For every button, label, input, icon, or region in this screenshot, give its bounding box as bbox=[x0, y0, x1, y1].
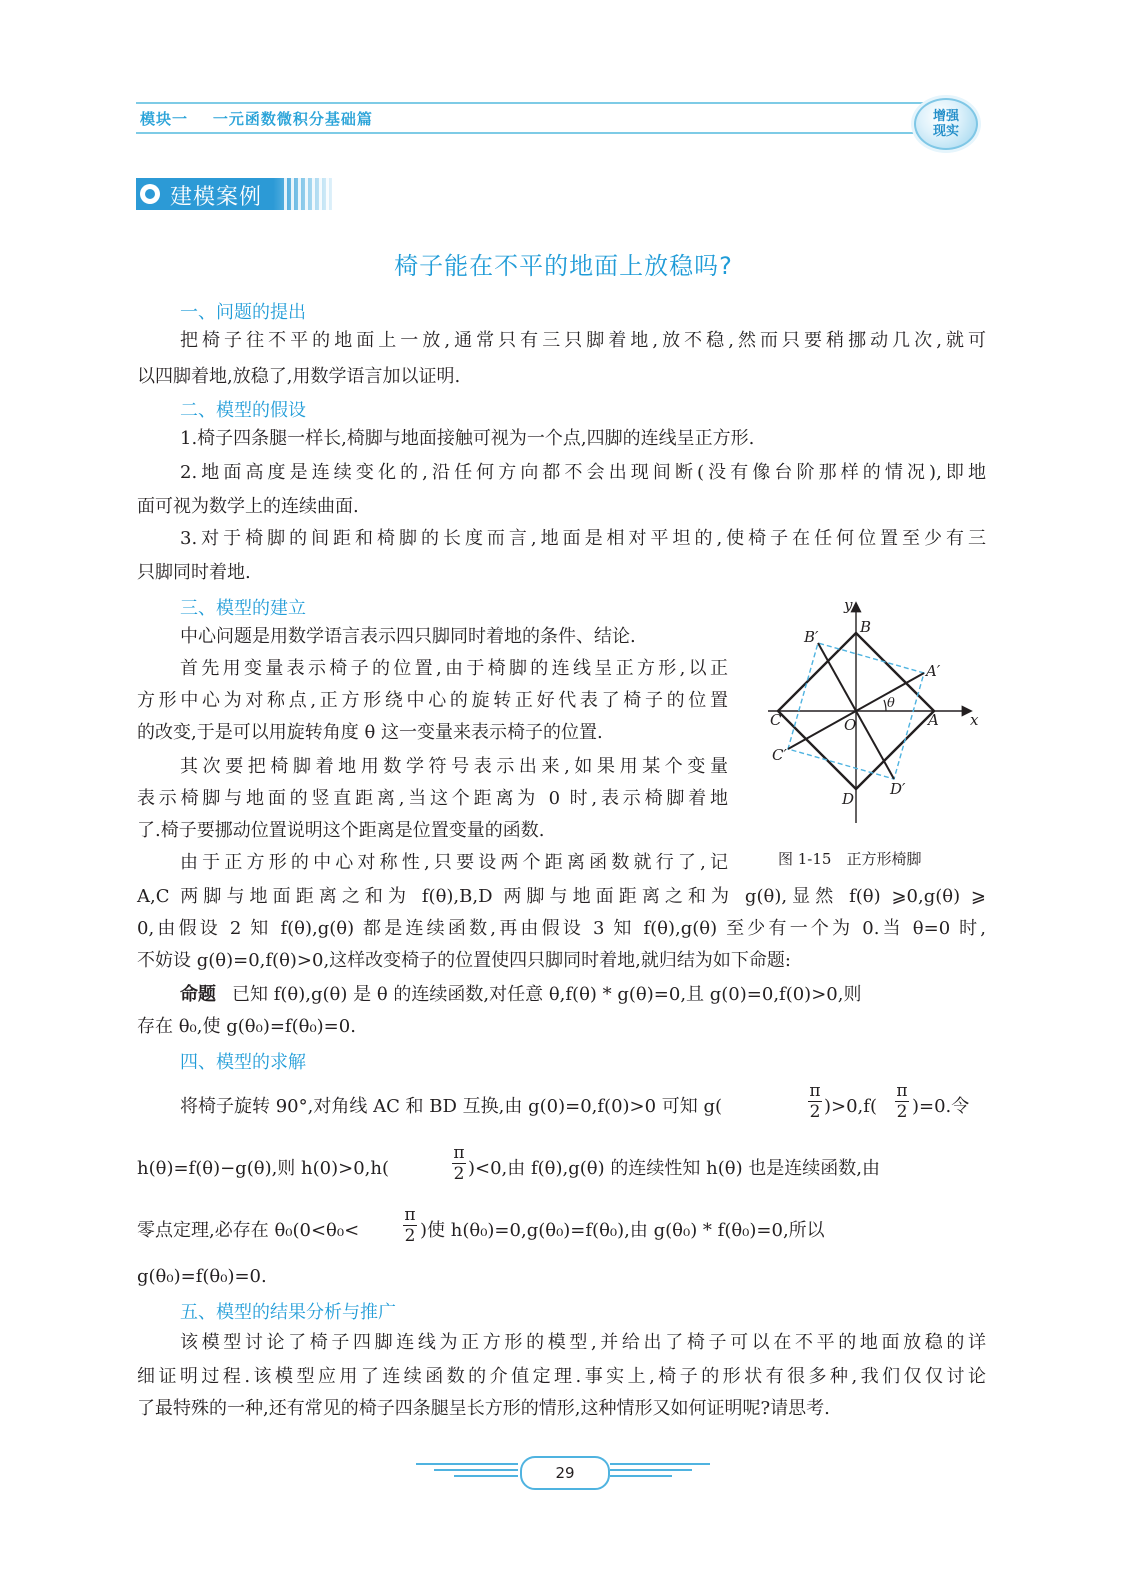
frac2-num: π bbox=[896, 1081, 908, 1101]
theta-arc bbox=[884, 700, 886, 711]
s4-line-1a: 将椅子旋转 90°,对角线 AC 和 BD 互换,由 g(0)=0,f(0)>0 可知 g( bbox=[180, 1096, 723, 1117]
s2-line-4: 3.对于椅脚的间距和椅脚的长度而言,地面是相对平坦的,使椅子在任何位置至少有三 bbox=[180, 528, 986, 549]
s4-line-3b: )使 h(θ₀)=0,g(θ₀)=f(θ₀),由 g(θ₀) * f(θ₀)=0,所以 bbox=[420, 1220, 825, 1241]
s1-line-1: 把椅子往不平的地面上一放,通常只有三只脚着地,放不稳,然而只要稍挪动几次,就可 bbox=[180, 330, 986, 351]
proposition-label: 命题 bbox=[180, 984, 216, 1005]
frac1-den: 2 bbox=[809, 1102, 821, 1122]
page-number: 29 bbox=[520, 1456, 610, 1490]
frac3-num: π bbox=[453, 1143, 465, 1163]
page-title: 椅子能在不平的地面上放稳吗? bbox=[394, 252, 733, 280]
label-Bprime: B′ bbox=[804, 628, 819, 646]
s3-line-5: 其次要把椅脚着地用数学符号表示出来,如果用某个变量 bbox=[180, 756, 728, 777]
s3-line-8: 由于正方形的中心对称性,只要设两个距离函数就行了,记 bbox=[180, 852, 728, 873]
s4-frac4 bbox=[403, 1205, 417, 1246]
badge-line-1: 增强 bbox=[932, 109, 959, 124]
frac2-den: 2 bbox=[896, 1102, 908, 1122]
s2-line-1: 1.椅子四条腿一样长,椅脚与地面接触可视为一个点,四脚的连线呈正方形. bbox=[180, 428, 755, 449]
s2-line-3: 面可视为数学上的连续曲面. bbox=[137, 496, 359, 517]
s2-line-5: 只脚同时着地. bbox=[137, 562, 251, 583]
s3-line-10: 0,由假设 2 知 f(θ),g(θ) 都是连续函数,再由假设 3 知 f(θ),g(θ) 至少有一个为 0.当 θ=0 时, bbox=[137, 918, 986, 939]
label-theta: θ bbox=[887, 696, 895, 711]
s4-line-1b: )>0,f( bbox=[824, 1096, 877, 1117]
section-bullet-icon bbox=[140, 184, 160, 204]
heading-s4: 四、模型的求解 bbox=[180, 1052, 306, 1073]
chapter-label: 一元函数微积分基础篇 bbox=[212, 110, 373, 128]
s4-line-2a: h(θ)=f(θ)−g(θ),则 h(0)>0,h( bbox=[137, 1158, 389, 1179]
frac4-den: 2 bbox=[404, 1226, 416, 1246]
label-y: y bbox=[844, 598, 853, 614]
heading-s1: 一、问题的提出 bbox=[180, 302, 306, 323]
s3-line-2: 首先用变量表示椅子的位置,由于椅脚的连线呈正方形,以正 bbox=[180, 658, 728, 679]
heading-s5: 五、模型的结果分析与推广 bbox=[180, 1302, 396, 1323]
header-rule-bottom bbox=[136, 132, 926, 134]
s3-line-9: A,C 两脚与地面距离之和为 f(θ),B,D 两脚与地面距离之和为 g(θ),显然 f(θ) ⩾0,g(θ) ⩾ bbox=[137, 886, 986, 907]
s4-frac2 bbox=[895, 1081, 909, 1122]
figure-square-chair-legs bbox=[760, 598, 990, 843]
augmented-reality-badge bbox=[914, 98, 978, 150]
heading-s3: 三、模型的建立 bbox=[180, 598, 306, 619]
label-D: D bbox=[842, 790, 855, 808]
s5-line-3: 了最特殊的一种,还有常见的椅子四条腿呈长方形的情形,这种情形又如何证明呢?请思考. bbox=[137, 1398, 830, 1419]
section-label: 建模案例 bbox=[170, 185, 263, 210]
s4-line-4: g(θ₀)=f(θ₀)=0. bbox=[137, 1266, 267, 1287]
running-header bbox=[140, 108, 373, 129]
s2-line-2: 2.地面高度是连续变化的,沿任何方向都不会出现间断(没有像台阶那样的情况),即地 bbox=[180, 462, 986, 483]
s4-frac3 bbox=[452, 1143, 466, 1184]
frac1-num: π bbox=[809, 1081, 821, 1101]
label-Aprime: A′ bbox=[926, 662, 941, 680]
s3-line-3: 方形中心为对称点,正方形绕中心的旋转正好代表了椅子的位置 bbox=[137, 690, 728, 711]
label-O: O bbox=[844, 716, 857, 734]
s3-line-7: 了.椅子要挪动位置说明这个距离是位置变量的函数. bbox=[137, 820, 545, 841]
label-Cprime: C′ bbox=[772, 746, 787, 764]
s5-line-1: 该模型讨论了椅子四脚连线为正方形的模型,并给出了椅子可以在不平的地面放稳的详 bbox=[180, 1332, 986, 1353]
module-label: 模块一 bbox=[140, 110, 189, 128]
label-x: x bbox=[970, 711, 979, 729]
proposition-line-1: 已知 f(θ),g(θ) 是 θ 的连续函数,对任意 θ,f(θ) * g(θ)=0,且 g(0)=0,f(0)>0,则 bbox=[232, 984, 862, 1005]
proposition-line-2: 存在 θ₀,使 g(θ₀)=f(θ₀)=0. bbox=[137, 1016, 356, 1037]
header-rule-top bbox=[136, 102, 926, 104]
figure-caption: 图 1-15 正方形椅脚 bbox=[778, 850, 922, 868]
badge-line-2: 现实 bbox=[932, 124, 959, 139]
s4-line-1c: )=0.令 bbox=[912, 1096, 970, 1117]
frac3-den: 2 bbox=[453, 1164, 465, 1184]
s3-line-6: 表示椅脚与地面的竖直距离,当这个距离为 0 时,表示椅脚着地 bbox=[137, 788, 728, 809]
frac4-num: π bbox=[404, 1205, 416, 1225]
label-A: A bbox=[928, 711, 939, 729]
s3-line-11: 不妨设 g(θ)=0,f(θ)>0,这样改变椅子的位置使四只脚同时着地,就归结为如下命题: bbox=[137, 950, 791, 971]
label-B: B bbox=[860, 618, 872, 636]
s4-line-2b: )<0,由 f(θ),g(θ) 的连续性知 h(θ) 也是连续函数,由 bbox=[468, 1158, 881, 1179]
s3-line-4: 的改变,于是可以用旋转角度 θ 这一变量来表示椅子的位置. bbox=[137, 722, 603, 743]
heading-s2: 二、模型的假设 bbox=[180, 400, 306, 421]
label-Dprime: D′ bbox=[890, 780, 906, 798]
s3-line-1: 中心问题是用数学语言表示四只脚同时着地的条件、结论. bbox=[180, 626, 636, 647]
s1-line-2: 以四脚着地,放稳了,用数学语言加以证明. bbox=[137, 366, 461, 387]
s5-line-2: 细证明过程.该模型应用了连续函数的介值定理.事实上,椅子的形状有很多种,我们仅仅讨论 bbox=[137, 1366, 986, 1387]
s4-frac1 bbox=[808, 1081, 822, 1122]
label-C: C bbox=[770, 711, 782, 729]
s4-line-3a: 零点定理,必存在 θ₀(0<θ₀< bbox=[137, 1220, 360, 1241]
